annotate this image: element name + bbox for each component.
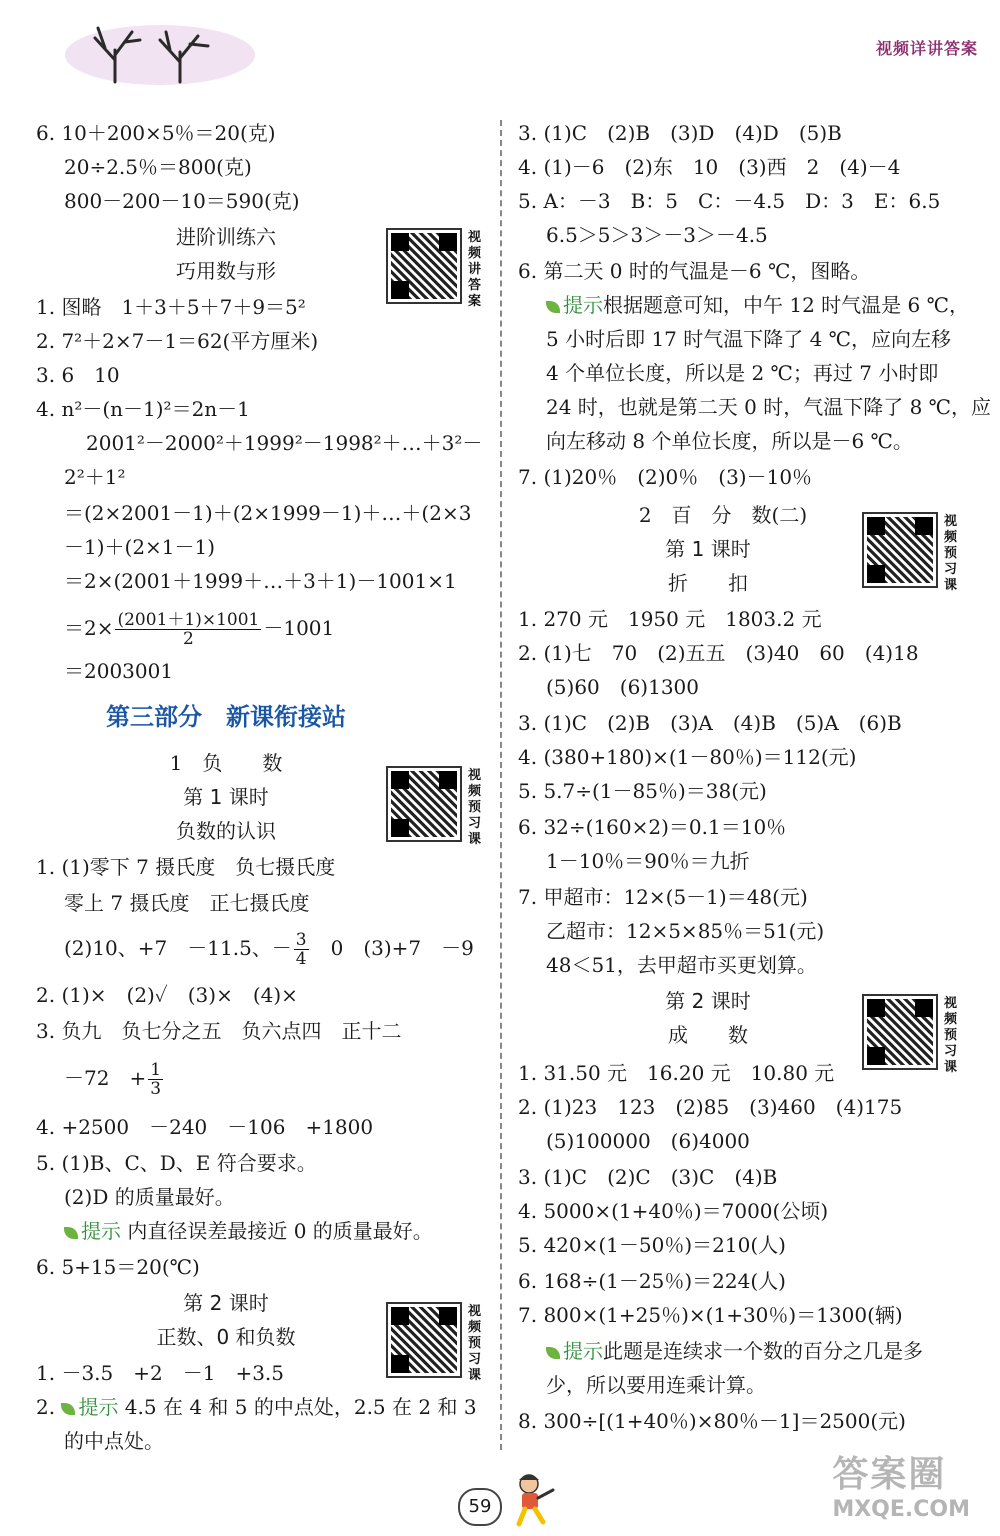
answer-line: 1. 270 元 1950 元 1803.2 元 — [518, 607, 822, 631]
answer-line: 4. (380+180)×(1－80％)＝112(元) — [518, 745, 857, 769]
answer-line: 1. 31.50 元 16.20 元 10.80 元 — [518, 1061, 835, 1085]
answer-line: 1－10％＝90％＝九折 — [546, 849, 750, 873]
lesson-title: 折 扣 — [668, 571, 748, 595]
lesson-title: 正数、0 和负数 — [156, 1325, 296, 1349]
answer-line: 4. +2500 －240 －106 +1800 — [36, 1115, 374, 1139]
qr-code[interactable] — [388, 230, 460, 302]
qr-label: 视频预习课 — [468, 1304, 482, 1383]
fraction: $\frac{3}{4}$ — [295, 930, 307, 969]
answer-line: 800－200－10＝590(克) — [64, 189, 300, 213]
answer-line: 20÷2.5％＝800(克) — [64, 155, 252, 179]
answer-line: 2. 7²＋2×7－1＝62(平方厘米) — [36, 329, 319, 353]
answer-line: 乙超市：12×5×85％＝51(元) — [546, 919, 825, 943]
answer-line: (2)D 的质量最好。 — [64, 1185, 235, 1209]
answer-line: 4 个单位长度，所以是 2 ℃；再过 7 小时即 — [546, 361, 939, 385]
answer-line: 3. (1)C (2)B (3)D (4)D (5)B — [518, 121, 842, 145]
answer-line: 3. (1)C (2)B (3)A (4)B (5)A (6)B — [518, 711, 902, 735]
answer-line: 6. 168÷(1－25％)＝224(人) — [518, 1269, 786, 1293]
answer-line: 5. 5.7÷(1－85％)＝38(元) — [518, 779, 767, 803]
unit-title: 2 百 分 数(二) — [638, 503, 808, 527]
watermark: 答案圈 MXQE.COM — [832, 1454, 970, 1522]
lesson-title: 负数的认识 — [176, 819, 276, 843]
fraction-line: －72 + $\frac{1}{3}$ — [64, 1060, 162, 1099]
hint-line: 2. 提示 4.5 在 4 和 5 的中点处，2.5 在 2 和 3 — [36, 1395, 477, 1419]
hint-line: 提示此题是连续求一个数的百分之几是多 — [546, 1336, 923, 1366]
qr-code[interactable] — [864, 996, 936, 1068]
answer-line: 少，所以要用连乘计算。 — [546, 1373, 766, 1397]
answer-line: 6. 32÷(160×2)＝0.1＝10％ — [518, 815, 787, 839]
answer-line: 5. 420×(1－50％)＝210(人) — [518, 1233, 786, 1257]
answer-line: (5)100000 (6)4000 — [546, 1129, 750, 1153]
leaf-icon — [61, 1403, 75, 1415]
answer-line: 2²＋1² — [64, 465, 126, 489]
answer-line: －1)＋(2×1－1) — [64, 535, 216, 559]
answer-line: 5. A：－3 B：5 C：－4.5 D：3 E：6.5 — [518, 189, 941, 213]
answer-line: 7. 甲超市：12×(5－1)＝48(元) — [518, 885, 808, 909]
section-subtitle: 巧用数与形 — [176, 259, 276, 283]
answer-line: 3. 6 10 — [36, 363, 120, 387]
qr-code[interactable] — [864, 514, 936, 586]
fraction: $\frac{1}{3}$ — [150, 1060, 162, 1099]
hint-line: 提示根据题意可知，中午 12 时气温是 6 ℃， — [546, 290, 969, 320]
answer-line: 6.5＞5＞3＞－3＞－4.5 — [546, 223, 768, 247]
lesson-number: 第 1 课时 — [183, 785, 269, 809]
unit-title: 1 负 数 — [169, 751, 283, 775]
page-number: 59 — [458, 1488, 502, 1526]
answer-line: 3. (1)C (2)C (3)C (4)B — [518, 1165, 778, 1189]
answer-line: 2. (1)七 70 (2)五五 (3)40 60 (4)18 — [518, 641, 919, 665]
qr-label: 视频预习课 — [468, 768, 482, 847]
qr-label: 视频预习课 — [944, 996, 958, 1075]
answer-line: 4. 5000×(1+40％)＝7000(公顷) — [518, 1199, 829, 1223]
answer-line: 5 小时后即 17 时气温下降了 4 ℃，应向左移 — [546, 327, 952, 351]
leaf-icon — [546, 301, 560, 313]
answer-line: 4. n²－(n－1)²＝2n－1 — [36, 397, 250, 421]
answer-line: 7. 800×(1+25％)×(1+30％)＝1300(辆) — [518, 1303, 903, 1327]
qr-code[interactable] — [388, 1304, 460, 1376]
answer-line: 48＜51，去甲超市买更划算。 — [546, 953, 817, 977]
answer-line: 6. 5+15＝20(℃) — [36, 1255, 200, 1279]
answer-line: 2. (1)23 123 (2)85 (3)460 (4)175 — [518, 1095, 903, 1119]
answer-line: 3. 负九 负七分之五 负六点四 正十二 — [36, 1019, 402, 1043]
fraction-line: (2)10、+7 －11.5、－ $\frac{3}{4}$ 0 (3)+7 －9 — [64, 930, 474, 969]
header-tag: 视频详讲答案 — [875, 39, 978, 58]
fraction: $\frac{(2001+1)\times 1001}{2}$ — [117, 610, 260, 649]
mascot-icon — [505, 1470, 565, 1530]
answer-line: (5)60 (6)1300 — [546, 675, 700, 699]
section-title: 进阶训练六 — [176, 225, 276, 249]
lesson-number: 第 2 课时 — [665, 989, 751, 1013]
lesson-number: 第 1 课时 — [665, 537, 751, 561]
answer-line: 6. 第二天 0 时的气温是－6 ℃，图略。 — [518, 259, 871, 283]
column-divider — [500, 120, 502, 1450]
answer-line: ＝2×(2001＋1999＋…＋3＋1)－1001×1 — [64, 569, 457, 593]
answer-line: 8. 300÷[(1+40％)×80％－1]＝2500(元) — [518, 1409, 906, 1433]
answer-line: 1. (1)零下 7 摄氏度 负七摄氏度 — [36, 855, 336, 879]
qr-label: 视频讲答案 — [468, 230, 482, 309]
answer-line: ＝(2×2001－1)＋(2×1999－1)＋…＋(2×3 — [64, 501, 472, 525]
answer-line: ＝2003001 — [64, 659, 174, 683]
hint-line: 提示 内直径误差最接近 0 的质量最好。 — [64, 1216, 433, 1246]
tree-decoration-icon — [60, 10, 260, 90]
answer-line: 向左移动 8 个单位长度，所以是－6 ℃。 — [546, 429, 913, 453]
lesson-title: 成 数 — [668, 1023, 748, 1047]
qr-label: 视频预习课 — [944, 514, 958, 593]
answer-line: 7. (1)20％ (2)0％ (3)－10％ — [518, 465, 813, 489]
leaf-icon — [546, 1347, 560, 1359]
answer-line: 2. (1)× (2)✓ (3)× (4)× — [36, 983, 298, 1007]
fraction-line: ＝2× $\frac{(2001+1)\times 1001}{2}$ －1001 — [64, 610, 335, 649]
answer-line: 2001²－2000²＋1999²－1998²＋…＋3²－ — [86, 431, 483, 455]
answer-line: 的中点处。 — [64, 1429, 164, 1453]
answer-line: 1. 图略 1＋3＋5＋7＋9＝5² — [36, 295, 306, 319]
answer-line: 5. (1)B、C、D、E 符合要求。 — [36, 1151, 317, 1175]
answer-line: 零上 7 摄氏度 正七摄氏度 — [64, 891, 310, 915]
answer-line: 24 时，也就是第二天 0 时，气温下降了 8 ℃，应 — [546, 395, 992, 419]
lesson-number: 第 2 课时 — [183, 1291, 269, 1315]
qr-code[interactable] — [388, 768, 460, 840]
part-heading: 第三部分 新课衔接站 — [106, 703, 346, 731]
answer-line: 6. 10＋200×5％＝20(克) — [36, 121, 276, 145]
leaf-icon — [64, 1227, 78, 1239]
answer-line: 1. －3.5 +2 －1 +3.5 — [36, 1361, 285, 1385]
answer-line: 4. (1)－6 (2)东 10 (3)西 2 (4)－4 — [518, 155, 901, 179]
